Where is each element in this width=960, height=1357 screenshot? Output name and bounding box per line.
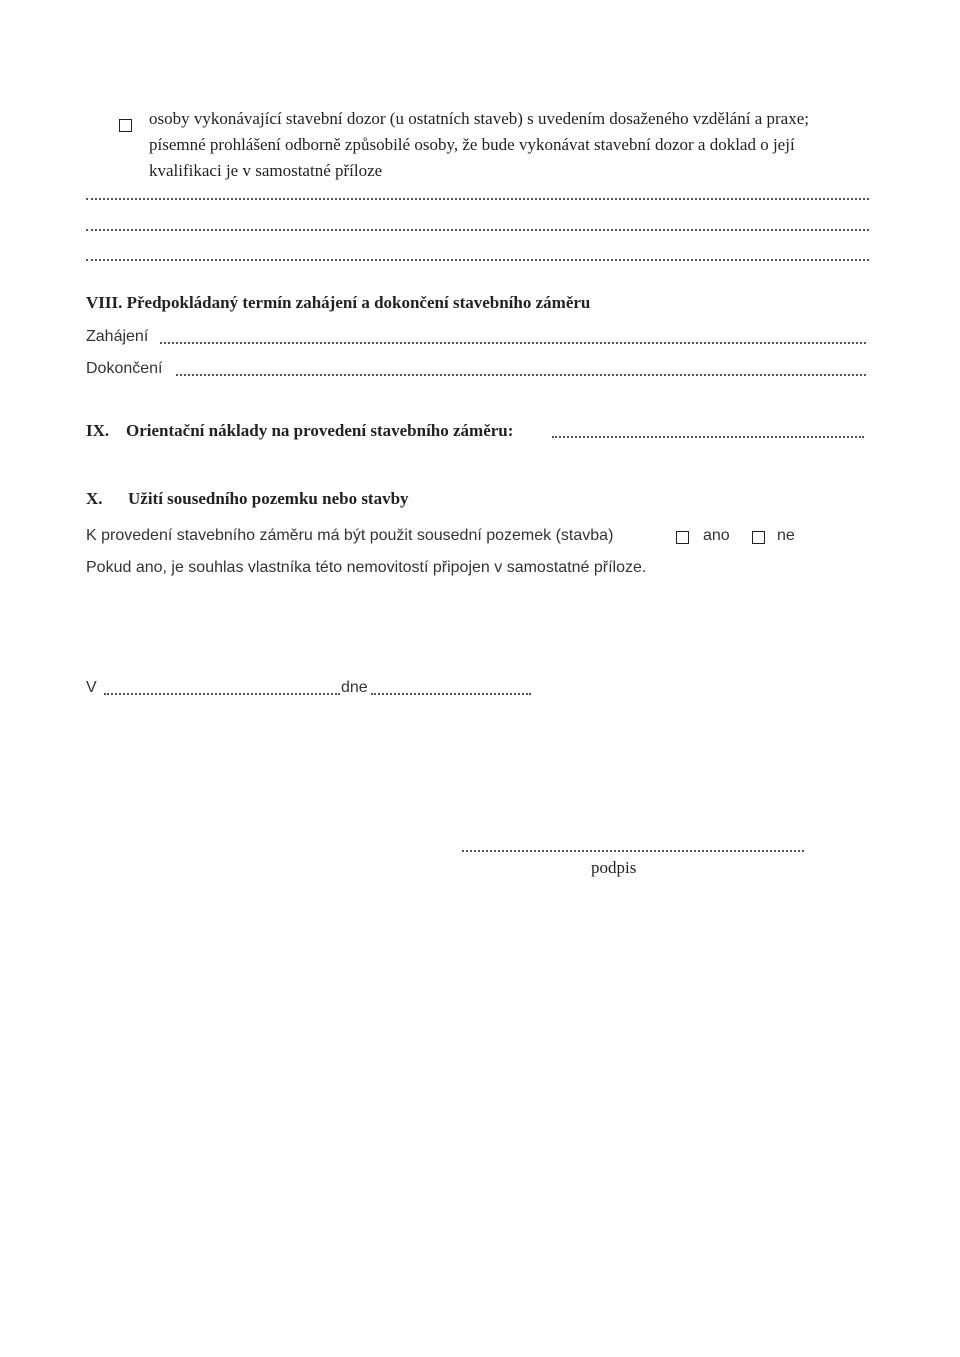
section-x-number: X. [86, 489, 103, 508]
start-label: Zahájení [86, 328, 149, 345]
start-date-field[interactable] [160, 342, 866, 344]
blank-line-2[interactable] [86, 229, 869, 231]
end-date-field[interactable] [176, 374, 866, 376]
signature-label: podpis [591, 858, 637, 877]
supervision-line-3: kvalifikaci je v samostatné příloze [149, 161, 383, 180]
neighbor-yes-label: ano [703, 527, 730, 544]
signature-field[interactable] [462, 850, 804, 852]
blank-line-3[interactable] [86, 259, 869, 261]
cost-field[interactable] [552, 436, 864, 438]
neighbor-no-checkbox[interactable] [752, 531, 765, 544]
neighbor-yes-checkbox[interactable] [676, 531, 689, 544]
neighbor-no-label: ne [777, 527, 795, 544]
place-label: V [86, 679, 97, 696]
end-label: Dokončení [86, 360, 163, 377]
place-field[interactable] [104, 693, 340, 695]
blank-line-1[interactable] [86, 198, 869, 200]
supervision-checkbox[interactable] [119, 119, 132, 132]
date-field[interactable] [371, 693, 531, 695]
supervision-line-1: osoby vykonávající stavební dozor (u ostatních staveb) s uvedením dosaženého vzdělání a praxe; [149, 109, 809, 128]
section-viii-title: VIII. Předpokládaný termín zahájení a dokončení stavebního záměru [86, 293, 591, 312]
section-ix-number: IX. [86, 421, 110, 440]
neighbor-question: K provedení stavebního záměru má být použit sousední pozemek (stavba) [86, 527, 614, 544]
date-label: dne [341, 679, 368, 696]
neighbor-note: Pokud ano, je souhlas vlastníka této nemovitostí připojen v samostatné příloze. [86, 559, 647, 576]
supervision-text [149, 106, 889, 184]
section-ix-title: Orientační náklady na provedení stavebního záměru: [126, 421, 514, 440]
section-x-title: Užití sousedního pozemku nebo stavby [128, 489, 409, 508]
supervision-line-2: písemné prohlášení odborně způsobilé osoby, že bude vykonávat stavební dozor a doklad o její [149, 135, 795, 154]
